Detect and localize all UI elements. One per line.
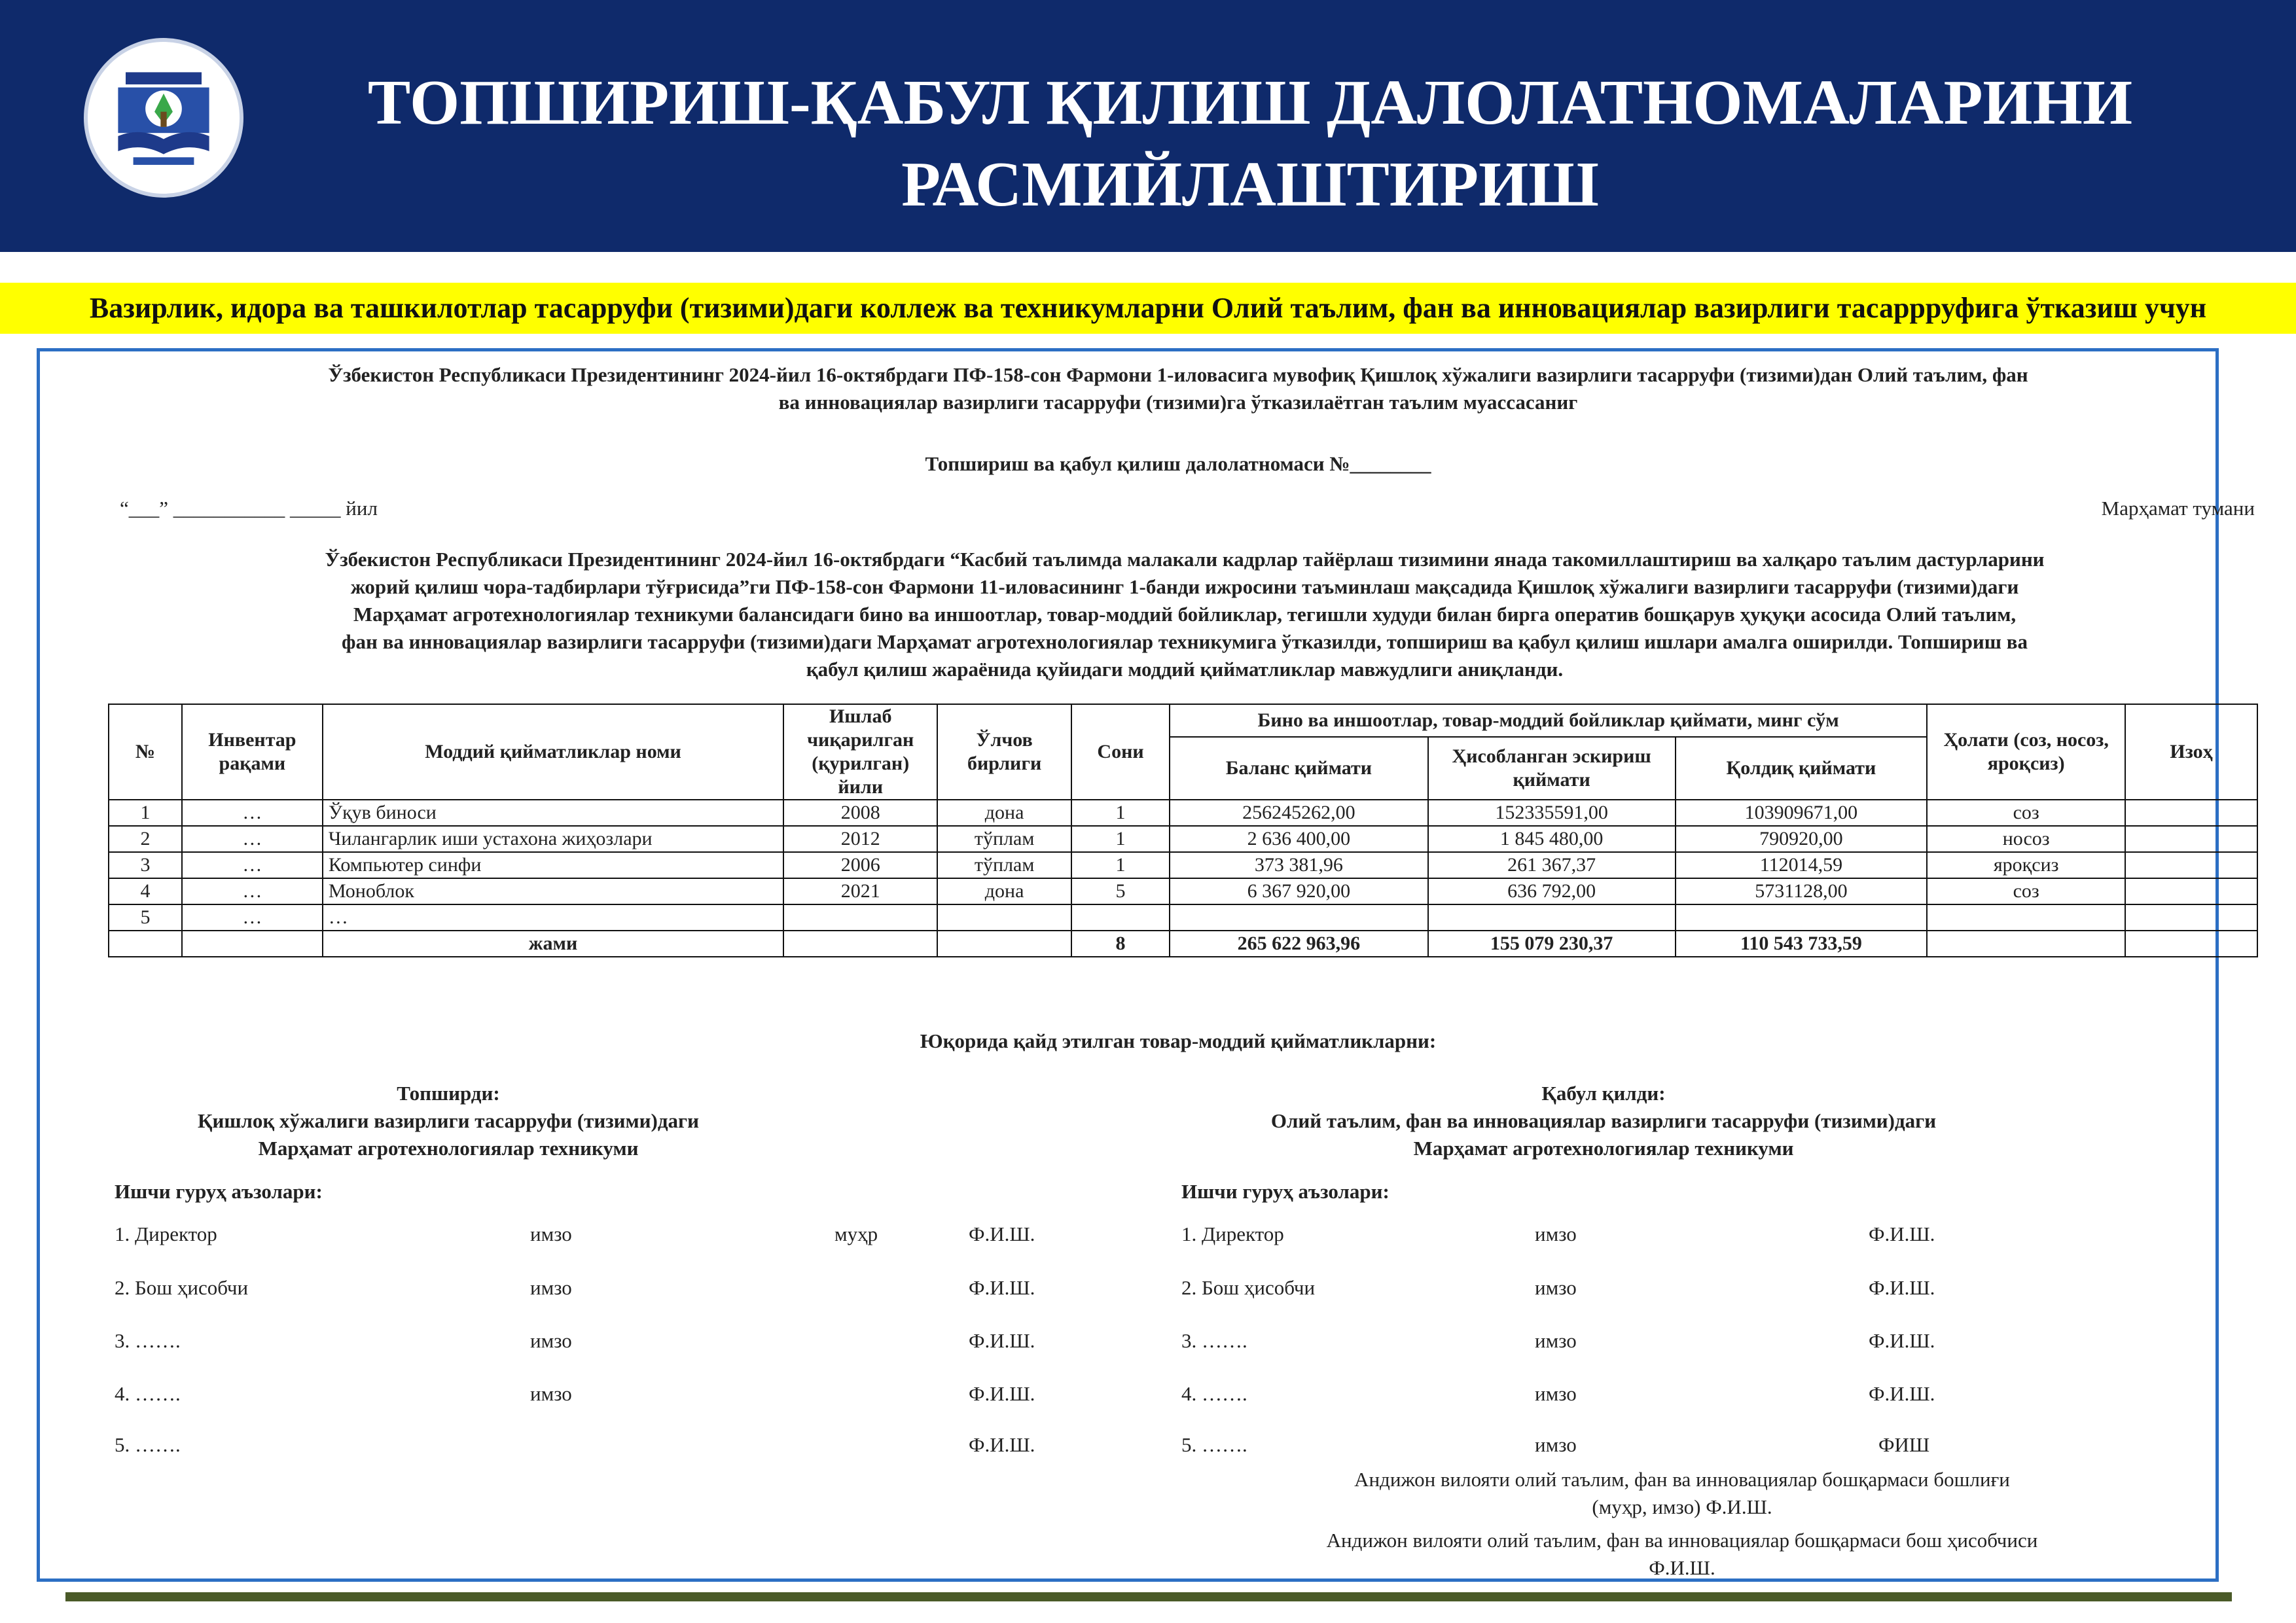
regional-accountant-sign: Ф.И.Ш. xyxy=(1649,1556,1715,1579)
intro-line: ва инновациялар вазирлиги тасарруфи (тизими)га ўтказилаётган таълим муассасаниг xyxy=(778,391,1578,414)
cell-year: 2006 xyxy=(783,852,937,878)
cell-state xyxy=(1927,904,2125,931)
receiver-member-sign: имзо xyxy=(1535,1329,1577,1352)
cell-empty xyxy=(2125,931,2257,957)
transferor-member-sign: имзо xyxy=(530,1222,572,1245)
receiver-member-sign: имзо xyxy=(1535,1276,1577,1299)
receiver-org: Марҳамат агротехнологиялар техникуми xyxy=(1413,1137,1794,1160)
receiver-member-sign: имзо xyxy=(1535,1222,1577,1245)
cell-balance: 373 381,96 xyxy=(1170,852,1428,878)
receiver-member-role: 2. Бош ҳисобчи xyxy=(1181,1276,1316,1299)
place-name: Марҳамат тумани xyxy=(2101,497,2255,520)
cell-residual: 103909671,00 xyxy=(1676,800,1928,826)
cell-total-balance: 265 622 963,96 xyxy=(1170,931,1428,957)
col-header-no: № xyxy=(109,704,182,800)
cell-wear xyxy=(1428,904,1676,931)
transferor-member-sign: имзо xyxy=(530,1276,572,1299)
col-header-state: Ҳолати (соз, носоз, яроқсиз) xyxy=(1927,704,2125,800)
transferor-member-fio: Ф.И.Ш. xyxy=(969,1222,1035,1245)
regional-accountant-title: Андижон вилояти олий таълим, фан ва инновациялар бошқармаси бош ҳисобчиси xyxy=(1326,1529,2038,1552)
col-header-unit: Ўлчов бирлиги xyxy=(937,704,1071,800)
col-header-year: Ишлаб чиқарилган (қурилган) йили xyxy=(783,704,937,800)
cell-wear: 152335591,00 xyxy=(1428,800,1676,826)
table-row xyxy=(109,826,2257,852)
cell-qty: 5 xyxy=(1071,878,1170,904)
cell-unit xyxy=(937,904,1071,931)
transferor-member-role: 5. ……. xyxy=(115,1433,181,1456)
cell-unit: дона xyxy=(937,878,1071,904)
transferor-member-role: 3. ……. xyxy=(115,1329,181,1352)
receiver-org: Олий таълим, фан ва инновациялар вазирлиги тасарруфи (тизими)даги xyxy=(1270,1109,1937,1132)
page-title-line2: РАСМИЙЛАШТИРИШ xyxy=(901,149,1599,220)
table-total-row xyxy=(109,931,2257,957)
cell-total-residual: 110 543 733,59 xyxy=(1676,931,1928,957)
regional-accountant-block xyxy=(1178,1527,2186,1582)
cell-total-label: жами xyxy=(323,931,783,957)
body-line: фан ва инновациялар вазирлиги тасарруфи (тизими)даги Марҳамат агротехнологиялар техникумига ўтказилди, топшириш ва қабул қилиш ишлари амалга оширилди. Топшириш ва xyxy=(342,630,2028,653)
university-emblem-logo xyxy=(84,38,243,198)
cell-balance: 256245262,00 xyxy=(1170,800,1428,826)
cell-note xyxy=(2125,800,2257,826)
cell-no: 1 xyxy=(109,800,182,826)
col-header-name: Моддий қийматликлар номи xyxy=(323,704,783,800)
body-paragraph xyxy=(111,546,2258,683)
cell-no: 5 xyxy=(109,904,182,931)
cell-residual: 790920,00 xyxy=(1676,826,1928,852)
body-line: Ўзбекистон Республикаси Президентининг 2024-йил 16-октябрдаги “Касбий таълимда малакали кадрлар тайёрлаш тизимини янада такомиллаштириш ва халқаро таълим дастурларини xyxy=(325,548,2045,571)
cell-empty xyxy=(182,931,323,957)
cell-residual xyxy=(1676,904,1928,931)
date-line: “___” ___________ _____ йил xyxy=(120,497,378,520)
cell-residual: 112014,59 xyxy=(1676,852,1928,878)
transferor-member-role: 2. Бош ҳисобчи xyxy=(115,1276,249,1299)
cell-year: 2012 xyxy=(783,826,937,852)
transferor-group-label: Ишчи гуруҳ аъзолари: xyxy=(115,1180,323,1203)
cell-qty: 1 xyxy=(1071,852,1170,878)
cell-note xyxy=(2125,852,2257,878)
cell-wear: 1 845 480,00 xyxy=(1428,826,1676,852)
receiver-member-role: 5. ……. xyxy=(1181,1433,1247,1456)
transferor-member-sign: имзо xyxy=(530,1329,572,1352)
transferor-member-fio: Ф.И.Ш. xyxy=(969,1382,1035,1405)
col-header-balance: Баланс қиймати xyxy=(1170,737,1428,800)
cell-balance: 2 636 400,00 xyxy=(1170,826,1428,852)
transferor-org: Қишлоқ хўжалиги вазирлиги тасарруфи (тизими)даги xyxy=(198,1109,699,1132)
table-row xyxy=(109,904,2257,931)
cell-unit: дона xyxy=(937,800,1071,826)
cell-empty xyxy=(109,931,182,957)
col-header-residual: Қолдиқ қиймати xyxy=(1676,737,1928,800)
cell-year: 2021 xyxy=(783,878,937,904)
header-bar xyxy=(0,0,2296,252)
col-header-wear: Ҳисобланган эскириш қиймати xyxy=(1428,737,1676,800)
cell-note xyxy=(2125,826,2257,852)
cell-no: 4 xyxy=(109,878,182,904)
regional-head-block xyxy=(1178,1466,2186,1521)
table-row xyxy=(109,852,2257,878)
subtitle-banner: Вазирлик, идора ва ташкилотлар тасарруфи (тизими)даги коллеж ва техникумларни Олий таълим, фан ва инновациялар вазирлиги тасаррруфига ўтказиш учун xyxy=(0,283,2296,334)
receiver-member-role: 1. Директор xyxy=(1181,1222,1284,1245)
receiver-member-fio: ФИШ xyxy=(1878,1433,1930,1456)
cell-total-qty: 8 xyxy=(1071,931,1170,957)
intro-line: Ўзбекистон Республикаси Президентининг 2024-йил 16-октябрдаги ПФ-158-сон Фармони 1-иловасига мувофиқ Қишлоқ хўжалиги вазирлиги тасарруфи (тизими)дан Олий таълим, фан xyxy=(328,363,2028,386)
cell-name: … xyxy=(323,904,783,931)
regional-head-title: Андижон вилояти олий таълим, фан ва инновациялар бошқармаси бошлиғи xyxy=(1354,1468,2010,1491)
cell-unit: тўплам xyxy=(937,852,1071,878)
cell-qty: 1 xyxy=(1071,800,1170,826)
receiver-heading-block xyxy=(1178,1080,2029,1162)
cell-wear: 636 792,00 xyxy=(1428,878,1676,904)
receiver-group-label: Ишчи гуруҳ аъзолари: xyxy=(1181,1180,1390,1203)
transferor-member-sign: имзо xyxy=(530,1382,572,1405)
cell-state: носоз xyxy=(1927,826,2125,852)
transferor-heading: Топширди: xyxy=(397,1082,500,1105)
receiver-member-role: 4. ……. xyxy=(1181,1382,1247,1405)
col-header-note: Изоҳ xyxy=(2125,704,2257,800)
cell-total-wear: 155 079 230,37 xyxy=(1428,931,1676,957)
cell-qty: 1 xyxy=(1071,826,1170,852)
transferor-member-fio: Ф.И.Ш. xyxy=(969,1276,1035,1299)
cell-wear: 261 367,37 xyxy=(1428,852,1676,878)
cell-inventory: … xyxy=(182,800,323,826)
cell-name: Компьютер синфи xyxy=(323,852,783,878)
cell-inventory: … xyxy=(182,852,323,878)
transferor-heading-block xyxy=(98,1080,798,1162)
transferor-member-seal: муҳр xyxy=(834,1222,878,1245)
cell-empty xyxy=(937,931,1071,957)
frame-shadow-bar xyxy=(65,1592,2232,1601)
cell-year: 2008 xyxy=(783,800,937,826)
cell-inventory: … xyxy=(182,826,323,852)
transferor-member-fio: Ф.И.Ш. xyxy=(969,1433,1035,1456)
cell-empty xyxy=(1927,931,2125,957)
receiver-member-sign: имзо xyxy=(1535,1382,1577,1405)
intro-paragraph xyxy=(105,361,2251,416)
cell-note xyxy=(2125,904,2257,931)
receiver-member-fio: Ф.И.Ш. xyxy=(1869,1276,1935,1299)
receiver-member-fio: Ф.И.Ш. xyxy=(1869,1222,1935,1245)
cell-state: яроқсиз xyxy=(1927,852,2125,878)
receiver-member-sign: имзо xyxy=(1535,1433,1577,1456)
cell-no: 2 xyxy=(109,826,182,852)
cell-empty xyxy=(783,931,937,957)
transferor-org: Марҳамат агротехнологиялар техникуми xyxy=(258,1137,639,1160)
cell-residual: 5731128,00 xyxy=(1676,878,1928,904)
transferor-member-fio: Ф.И.Ш. xyxy=(969,1329,1035,1352)
summary-line: Юқорида қайд этилган товар-моддий қийматликларни: xyxy=(920,1029,1437,1052)
body-line: жорий қилиш чора-тадбирлари тўғрисида”ги ПФ-158-сон Фармони 11-иловасининг 1-банди ижросини таъминлаш мақсадида Қишлоқ хўжалиги вазирлиги тасарруфи (тизими)даги xyxy=(350,575,2019,598)
page-title-line1: ТОПШИРИШ-ҚАБУЛ ҚИЛИШ ДАЛОЛАТНОМАЛАРИНИ xyxy=(367,67,2133,138)
cell-qty xyxy=(1071,904,1170,931)
cell-state: соз xyxy=(1927,800,2125,826)
cell-no: 3 xyxy=(109,852,182,878)
cell-balance xyxy=(1170,904,1428,931)
receiver-member-fio: Ф.И.Ш. xyxy=(1869,1329,1935,1352)
col-header-inventory: Инвентар рақами xyxy=(182,704,323,800)
receiver-member-fio: Ф.И.Ш. xyxy=(1869,1382,1935,1405)
table-row xyxy=(109,878,2257,904)
receiver-heading: Қабул қилди: xyxy=(1541,1082,1666,1105)
act-title: Топшириш ва қабул қилиш далолатномаси №________ xyxy=(925,452,1431,475)
cell-note xyxy=(2125,878,2257,904)
body-line: қабул қилиш жараёнида қуйидаги моддий қийматликлар мавжудлиги аниқланди. xyxy=(806,658,1564,681)
cell-name: Ўқув биноси xyxy=(323,800,783,826)
cell-name: Чилангарлик иши устахона жиҳозлари xyxy=(323,826,783,852)
page-title xyxy=(275,62,2225,226)
table-header-row xyxy=(109,704,2257,737)
cell-unit: тўплам xyxy=(937,826,1071,852)
cell-balance: 6 367 920,00 xyxy=(1170,878,1428,904)
table-row xyxy=(109,800,2257,826)
receiver-member-role: 3. ……. xyxy=(1181,1329,1247,1352)
regional-head-sign: (муҳр, имзо) Ф.И.Ш. xyxy=(1592,1495,1772,1518)
cell-inventory: … xyxy=(182,904,323,931)
transferor-member-role: 4. ……. xyxy=(115,1382,181,1405)
col-header-qty: Сони xyxy=(1071,704,1170,800)
cell-year xyxy=(783,904,937,931)
transferor-member-role: 1. Директор xyxy=(115,1222,217,1245)
col-header-value-group: Бино ва иншоотлар, товар-моддий бойликлар қиймати, минг сўм xyxy=(1170,704,1927,737)
cell-state: соз xyxy=(1927,878,2125,904)
cell-name: Моноблок xyxy=(323,878,783,904)
inventory-table xyxy=(108,704,2258,957)
cell-inventory: … xyxy=(182,878,323,904)
body-line: Марҳамат агротехнологиялар техникуми балансидаги бино ва иншоотлар, товар-моддий бойликлар, тегишли худуди билан бирга оператив бошқарув ҳуқуқи асосида Олий таълим, xyxy=(353,603,2017,626)
